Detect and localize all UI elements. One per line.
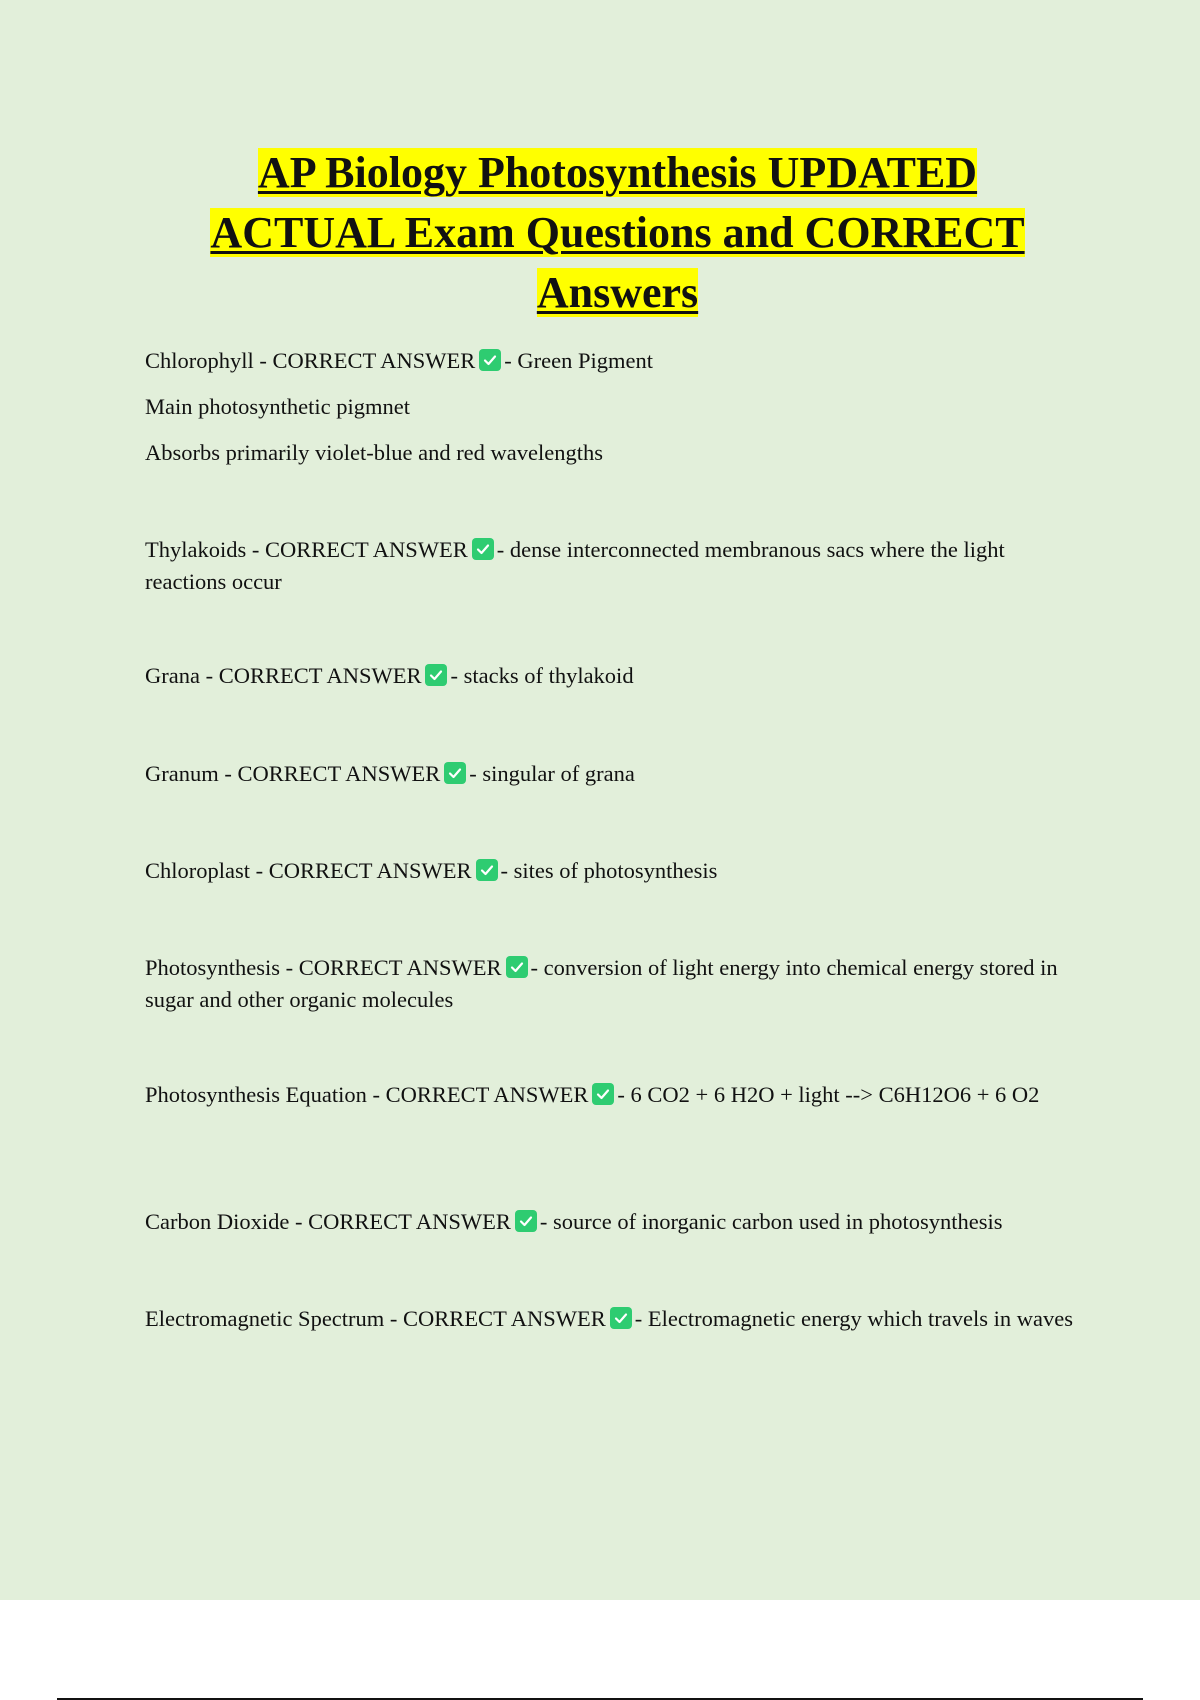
check-box-icon: [610, 1307, 632, 1329]
entry-extra-line: Absorbs primarily violet-blue and red wavelengths: [145, 440, 604, 465]
title-line-2: ACTUAL Exam Questions and CORRECT: [210, 208, 1025, 257]
answer-marker: CORRECT ANSWER: [272, 348, 476, 373]
qa-entry: Granum - CORRECT ANSWER - singular of grana: [145, 761, 635, 786]
qa-entry: Chlorophyll - CORRECT ANSWER - Green Pigment: [145, 348, 653, 373]
check-box-icon: [515, 1210, 537, 1232]
entry-definition: sites of photosynthesis: [513, 858, 718, 883]
entry-term: Chloroplast: [145, 858, 250, 883]
check-box-icon: [592, 1083, 614, 1105]
check-box-icon: [444, 762, 466, 784]
entry-definition: singular of grana: [482, 761, 635, 786]
title-line-3: Answers: [536, 268, 699, 317]
qa-entry: Carbon Dioxide - CORRECT ANSWER - source of inorganic carbon used in photosynthesis: [145, 1209, 1003, 1234]
answer-marker: CORRECT ANSWER: [308, 1209, 511, 1234]
answer-marker: CORRECT ANSWER: [385, 1082, 589, 1107]
entry-definition: dense interconnected membranous sacs where the light reactions occur: [145, 537, 1005, 594]
entry-definition: source of inorganic carbon used in photosynthesis: [552, 1209, 1003, 1234]
entry-extra-line: Main photosynthetic pigmnet: [145, 394, 410, 419]
entry-term: Photosynthesis Equation: [145, 1082, 367, 1107]
check-box-icon: [476, 859, 498, 881]
entry-term: Grana: [145, 663, 200, 688]
entry-term: Thylakoids: [145, 537, 247, 562]
answer-marker: CORRECT ANSWER: [218, 663, 422, 688]
entry-definition: stacks of thylakoid: [463, 663, 634, 688]
entry-definition: Green Pigment: [517, 348, 653, 373]
check-box-icon: [472, 538, 494, 560]
qa-entry: Thylakoids - CORRECT ANSWER - dense interconnected membranous sacs where the light reactions occur: [145, 537, 1005, 594]
answer-marker: CORRECT ANSWER: [298, 955, 502, 980]
document-title: [140, 143, 1095, 323]
entry-term: Carbon Dioxide: [145, 1209, 290, 1234]
title-line-1: AP Biology Photosynthesis UPDATED: [257, 148, 978, 197]
check-box-icon: [479, 349, 501, 371]
entry-definition: conversion of light energy into chemical energy stored in sugar and other organic molecules: [145, 955, 1058, 1012]
entry-term: Granum: [145, 761, 219, 786]
check-box-icon: [425, 664, 447, 686]
answer-marker: CORRECT ANSWER: [403, 1306, 606, 1331]
qa-entry: Grana - CORRECT ANSWER - stacks of thylakoid: [145, 663, 634, 688]
answer-marker: CORRECT ANSWER: [265, 537, 468, 562]
check-box-icon: [506, 956, 528, 978]
entry-definition: 6 CO2 + 6 H2O + light --> C6H12O6 + 6 O2: [630, 1082, 1040, 1107]
answer-marker: CORRECT ANSWER: [237, 761, 441, 786]
entry-term: Chlorophyll: [145, 348, 254, 373]
qa-entry: Electromagnetic Spectrum - CORRECT ANSWER - Electromagnetic energy which travels in waves: [145, 1306, 1073, 1331]
entry-definition: Electromagnetic energy which travels in waves: [647, 1306, 1073, 1331]
entry-term: Electromagnetic Spectrum: [145, 1306, 385, 1331]
qa-entry: Chloroplast - CORRECT ANSWER - sites of photosynthesis: [145, 858, 718, 883]
qa-entry: Photosynthesis Equation - CORRECT ANSWER - 6 CO2 + 6 H2O + light --> C6H12O6 + 6 O2: [145, 1082, 1040, 1107]
answer-marker: CORRECT ANSWER: [268, 858, 472, 883]
qa-entry: Photosynthesis - CORRECT ANSWER - conversion of light energy into chemical energy stored in sugar and other organic molecules: [145, 955, 1058, 1012]
entry-term: Photosynthesis: [145, 955, 281, 980]
